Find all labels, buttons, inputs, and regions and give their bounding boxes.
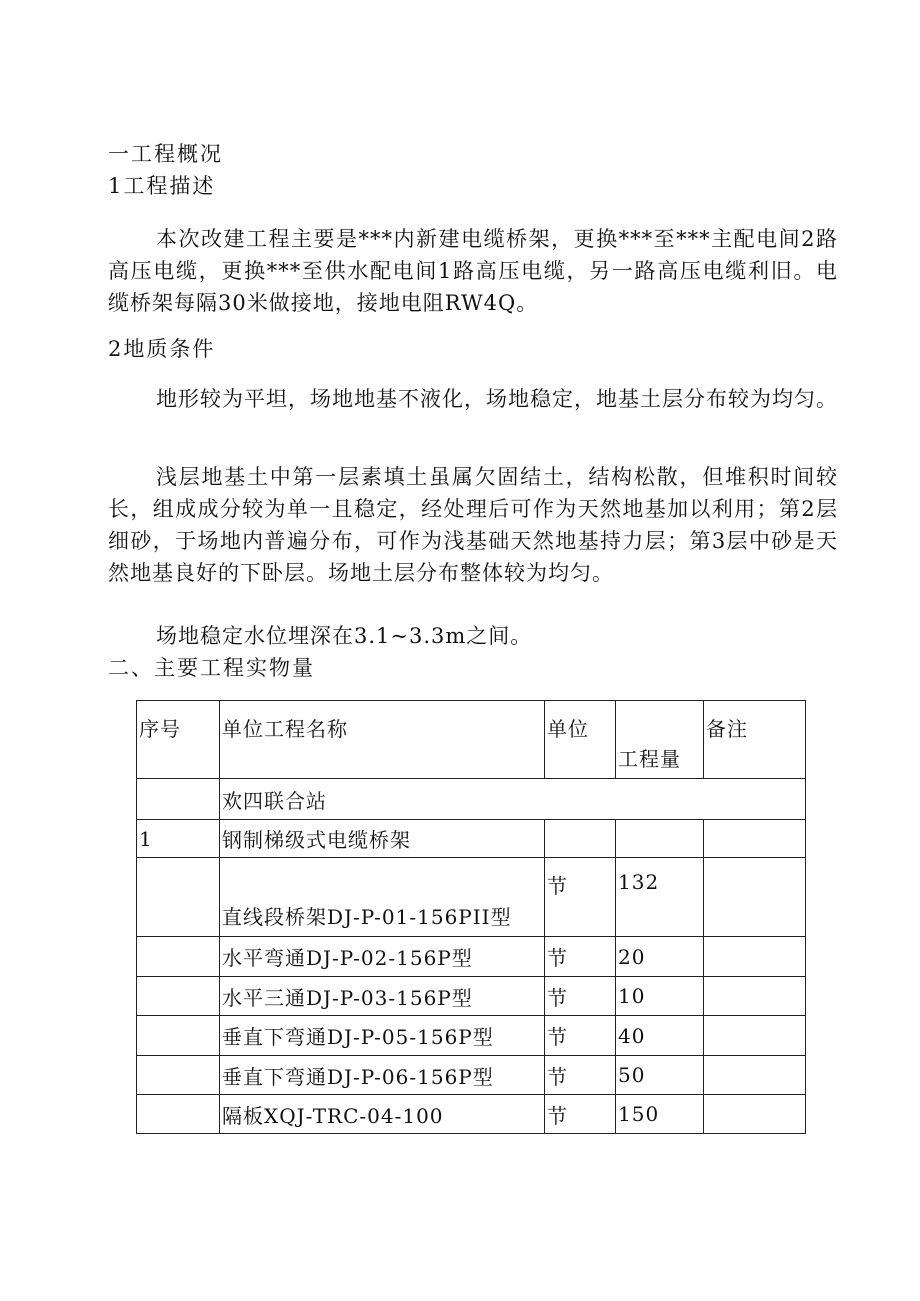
heading-geology: 2地质条件 [108,337,216,361]
heading-quantities: 二、主要工程实物量 [108,656,315,680]
section-name: 欢四联合站 [220,779,806,820]
item-qty: 40 [616,1016,704,1056]
paragraph-soil-layers: 浅层地基土中第一层素填土虽属欠固结土，结构松散，但堆积时间较长，组成成分较为单一且稳定，经处理后可作为天然地基加以利用；第2层细砂，于场地内普遍分布，可作为浅基础天然地基持力层；第3层中砂是天然地基良好的下卧层。场地土层分布整体较为均匀。 [108,465,838,585]
header-unit: 单位 [545,701,616,779]
table-section-row [137,779,806,820]
header-remark: 备注 [704,701,806,779]
paragraph-terrain: 地形较为平坦，场地地基不液化，场地稳定，地基土层分布较为均匀。 [156,387,838,411]
table-row [137,1016,806,1056]
table-row [137,1056,806,1095]
table-header-row [137,701,806,779]
table-row [137,1095,806,1134]
item-qty: 132 [616,858,704,937]
table-row [137,858,806,937]
item-qty: 150 [616,1095,704,1134]
item-name: 垂直下弯通DJ-P-05-156P型 [220,1016,545,1056]
header-name: 单位工程名称 [220,701,545,779]
header-no: 序号 [137,701,220,779]
item-unit: 节 [545,937,616,977]
item-unit: 节 [545,1095,616,1134]
quantities-table [136,700,806,1134]
item-unit: 节 [545,858,616,937]
item-unit: 节 [545,977,616,1016]
header-qty: 工程量 [616,701,704,779]
item-name: 直线段桥架DJ-P-01-156PII型 [220,858,545,937]
item-qty: 20 [616,937,704,977]
table-row [137,937,806,977]
paragraph-water-level: 场地稳定水位埋深在3.1~3.3m之间。 [156,624,533,648]
item-unit: 节 [545,1056,616,1095]
table-group-row [137,820,806,858]
item-qty: 10 [616,977,704,1016]
item-unit: 节 [545,1016,616,1056]
item-name: 水平弯通DJ-P-02-156P型 [220,937,545,977]
item-name: 隔板XQJ-TRC-04-100 [220,1095,545,1134]
heading-description: 1工程描述 [108,174,216,198]
group-no: 1 [137,820,220,858]
item-name: 水平三通DJ-P-03-156P型 [220,977,545,1016]
table-row [137,977,806,1016]
heading-overview: 一工程概况 [108,142,223,166]
item-qty: 50 [616,1056,704,1095]
paragraph-description: 本次改建工程主要是***内新建电缆桥架，更换***至***主配电间2路高压电缆，更换***至供水配电间1路高压电缆，另一路高压电缆利旧。电缆桥架每隔30米做接地，接地电阻RW4Q。 [108,227,838,315]
group-name: 钢制梯级式电缆桥架 [220,820,545,858]
item-name: 垂直下弯通DJ-P-06-156P型 [220,1056,545,1095]
